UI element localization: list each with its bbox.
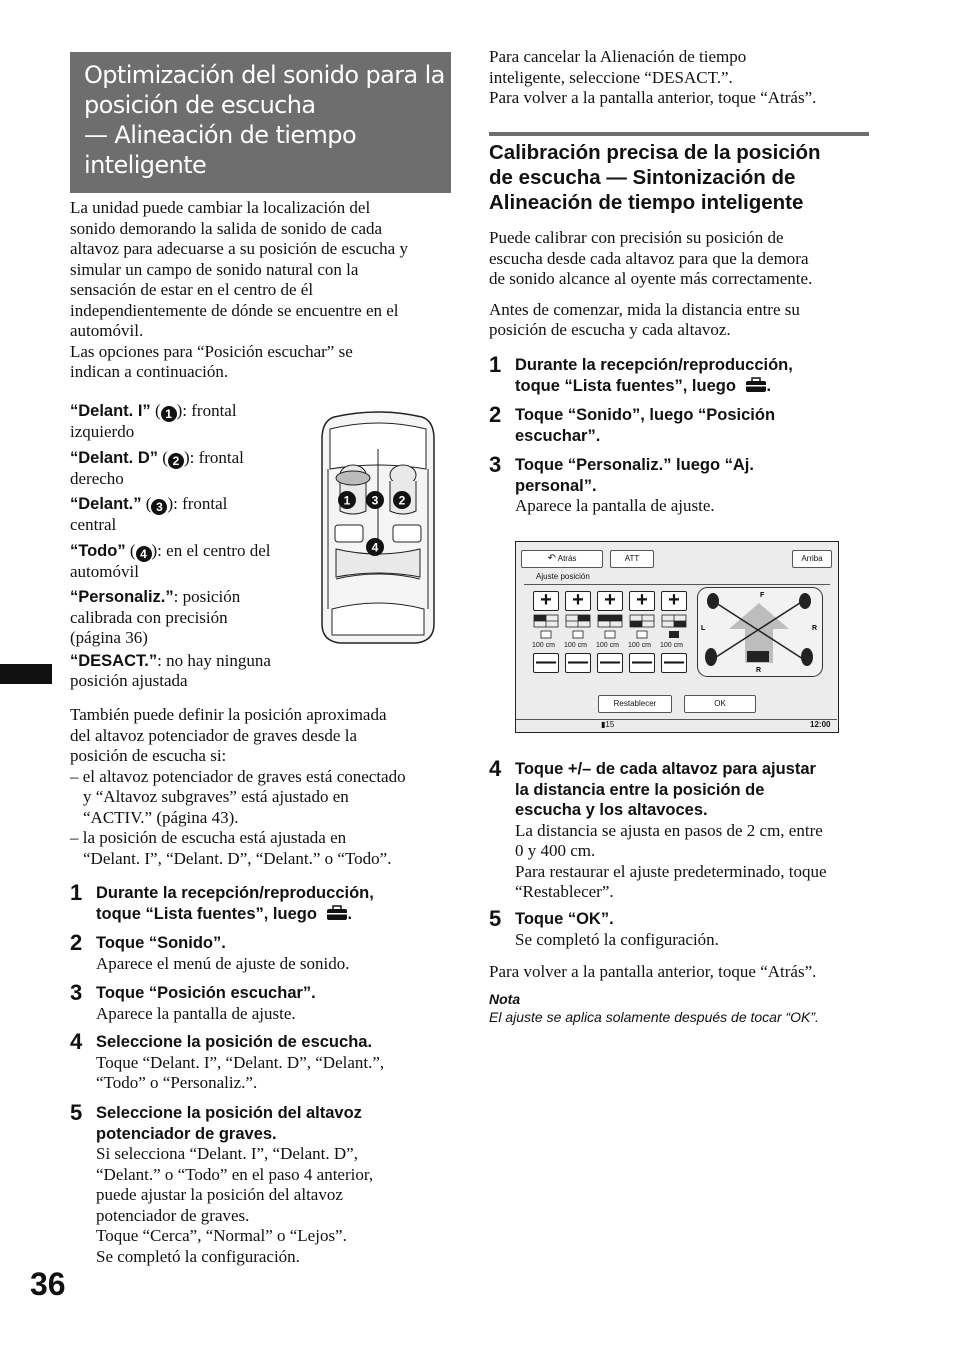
map-label-right: R: [812, 625, 818, 632]
circle-number: 1: [161, 406, 177, 422]
heading-line: Alineación de tiempo inteligente: [489, 191, 804, 214]
status-divider: [516, 719, 837, 720]
text-line: simular un campo de sonido natural con la: [70, 259, 359, 279]
option-label: “Delant. D”: [70, 448, 159, 467]
option-desc: : no hay ninguna: [157, 650, 271, 670]
step-title: Toque “Personaliz.” luego “Aj.: [515, 456, 754, 474]
marker-label: 3: [371, 493, 379, 508]
marker-label: 1: [343, 493, 351, 508]
dash-item: [70, 767, 450, 829]
volume-value: 15: [605, 720, 615, 729]
page-title: [84, 60, 446, 180]
distance-value: 100 cm: [532, 642, 555, 649]
circle-number: 4: [136, 546, 152, 562]
option-desc: derecho: [70, 468, 124, 488]
step-body: Aparece la pantalla de ajuste.: [515, 496, 715, 515]
intro-paragraph: [70, 198, 450, 383]
reset-button[interactable]: Restablecer: [598, 695, 672, 713]
step-number: 1: [489, 352, 502, 377]
step-body: “Restablecer”.: [515, 882, 614, 901]
step-title: personal”.: [515, 476, 597, 495]
text-line: Antes de comenzar, mida la distancia entre su: [489, 299, 800, 319]
marker-label: 2: [398, 493, 406, 508]
subwoofer-paragraph: [70, 705, 450, 869]
text-line: La unidad puede cambiar la localización del: [70, 198, 371, 217]
text-line: y “Altavoz subgraves” está ajustado en: [83, 787, 349, 806]
back-label: Atrás: [557, 554, 577, 563]
option-label: “Delant.”: [70, 495, 142, 513]
option-personaliz: [70, 587, 310, 649]
back-arrow-icon: ↶: [547, 553, 556, 564]
map-label-front: F: [760, 592, 765, 599]
section-rule: [489, 132, 869, 136]
option-desc: ): frontal: [167, 494, 228, 513]
step-1: 1 Durante la recepción/reproducción, toque “Lista fuentes”, luego .: [70, 880, 374, 923]
left-steps: [70, 882, 460, 1272]
map-label-left: L: [701, 625, 706, 632]
step-4: [70, 1031, 460, 1102]
title-line: Optimización del sonido para la: [84, 61, 445, 89]
title-line: posición de escucha: [84, 91, 316, 119]
step-body: Si selecciona “Delant. I”, “Delant. D”,: [96, 1144, 358, 1163]
option-delant: “Delant.” ( 3 ): frontal central: [70, 494, 310, 536]
minus-button[interactable]: —: [661, 653, 687, 673]
step-5: [489, 908, 879, 958]
step-title: toque “Lista fuentes”, luego: [96, 904, 317, 923]
title-line: — Alineación de tiempo: [84, 121, 357, 149]
page-number: 36: [30, 1266, 66, 1302]
option-desc: ): frontal: [176, 401, 237, 420]
option-desact: [70, 651, 310, 692]
ok-button[interactable]: OK: [684, 695, 756, 713]
step-body: Aparece la pantalla de ajuste.: [96, 1003, 296, 1023]
step-body: Toque “Delant. I”, “Delant. D”, “Delant.”,: [96, 1052, 385, 1072]
return-text: Para volver a la pantalla anterior, toque “Atrás”.: [489, 962, 817, 981]
volume-icon: ▮: [601, 720, 606, 729]
position-adjust-screen: [515, 541, 839, 733]
step-title: Durante la recepción/reproducción,: [515, 356, 793, 374]
plus-button[interactable]: +: [565, 591, 591, 611]
note-text: El ajuste se aplica solamente después de tocar “OK”.: [489, 1009, 819, 1025]
plus-button[interactable]: +: [629, 591, 655, 611]
step-number: 5: [70, 1100, 83, 1125]
text-line: Las opciones para “Posición escuchar” se: [70, 341, 353, 361]
option-label: “Todo”: [70, 541, 126, 560]
text-line: automóvil.: [70, 321, 144, 340]
step-body: Para restaurar el ajuste predeterminado, toque: [515, 861, 827, 881]
options-list: [70, 401, 310, 692]
step-title: Durante la recepción/reproducción,: [96, 884, 374, 902]
step-body: Se completó la configuración.: [96, 1246, 300, 1266]
minus-button[interactable]: —: [565, 653, 591, 673]
text-line: escucha desde cada altavoz para que la demora: [489, 248, 809, 268]
minus-button[interactable]: —: [597, 653, 623, 673]
calibration-intro: [489, 228, 879, 341]
option-desc: posición ajustada: [70, 671, 188, 690]
step-number: 5: [489, 906, 502, 931]
title-line: inteligente: [84, 151, 207, 179]
dash-item: [70, 828, 450, 869]
text-line: Para cancelar la Alienación de tiempo: [489, 47, 747, 66]
minus-button[interactable]: —: [629, 653, 655, 673]
option-desc: (página 36): [70, 628, 148, 647]
minus-button[interactable]: —: [533, 653, 559, 673]
step-4: [489, 758, 879, 908]
step-title: toque “Lista fuentes”, luego: [515, 376, 736, 395]
text-line: posición de escucha si:: [70, 746, 227, 765]
text-line: “Delant. I”, “Delant. D”, “Delant.” o “Todo”.: [83, 848, 392, 868]
step-body: La distancia se ajusta en pasos de 2 cm, entre: [515, 820, 823, 840]
clock: 12:00: [810, 720, 831, 729]
step-body: Aparece el menú de ajuste de sonido.: [96, 953, 350, 973]
step-body: “Todo” o “Personaliz.”.: [96, 1073, 258, 1092]
text-line: Puede calibrar con precisión su posición de: [489, 228, 784, 247]
text-line: – la posición de escucha está ajustada en: [70, 828, 347, 847]
speaker-selector-icons: [533, 614, 693, 640]
step-3: [70, 982, 460, 1031]
option-desc: : posición: [173, 587, 241, 606]
step-title: Seleccione la posición de escucha.: [96, 1033, 373, 1051]
step-title: Toque +/– de cada altavoz para ajustar: [515, 760, 816, 778]
up-button[interactable]: Arriba: [792, 550, 832, 568]
car-seat-diagram: [316, 409, 440, 647]
step-body: Toque “Cerca”, “Normal” o “Lejos”.: [96, 1226, 347, 1245]
step-3: [489, 454, 879, 524]
step-body: 0 y 400 cm.: [515, 841, 596, 860]
subwoofer-icon: [747, 651, 769, 662]
option-desc: calibrada con precisión: [70, 607, 228, 627]
section-tab-marker: [0, 664, 52, 684]
speaker-rear-right-icon: [801, 648, 813, 666]
text-line: – el altavoz potenciador de graves está conectado: [70, 766, 406, 786]
step-number: 2: [70, 930, 83, 955]
text-line: “ACTIV.” (página 43).: [83, 807, 239, 827]
option-delant-d: “Delant. D” ( 2 ): frontal derecho: [70, 448, 310, 490]
step-title: escucha y los altavoces.: [515, 801, 708, 819]
toolbox-icon: [745, 377, 767, 393]
text-line: También puede definir la posición aproximada: [70, 705, 387, 724]
text-line: inteligente, seleccione “DESACT.”.: [489, 67, 733, 87]
speaker-rear-left-icon: [705, 648, 717, 666]
step-body: Se completó la configuración.: [515, 929, 719, 949]
text-line: de sonido alcance al oyente más correctamente.: [489, 269, 813, 288]
distance-value: 100 cm: [660, 642, 683, 649]
plus-button[interactable]: +: [597, 591, 623, 611]
att-button[interactable]: ATT: [610, 550, 654, 568]
step-body: puede ajustar la posición del altavoz: [96, 1185, 343, 1204]
divider: [524, 584, 830, 585]
speaker-front-left-icon: [707, 593, 719, 609]
step-number: 1: [70, 880, 83, 905]
text-line: posición de escucha y cada altavoz.: [489, 320, 731, 339]
option-desc: central: [70, 515, 117, 534]
text-line: sonido demorando la salida de sonido de cada: [70, 218, 383, 238]
option-desc: automóvil: [70, 561, 139, 581]
option-todo: “Todo” ( 4 ): en el centro del automóvil: [70, 541, 310, 583]
right-steps-a: [489, 354, 879, 524]
section-label: Ajuste posición: [536, 572, 590, 581]
text-line: altavoz para adecuarse a su posición de escucha y: [70, 239, 408, 258]
plus-button[interactable]: +: [533, 591, 559, 611]
distance-value: 100 cm: [596, 642, 619, 649]
speaker-front-right-icon: [799, 593, 811, 609]
plus-button[interactable]: +: [661, 591, 687, 611]
step-title: escuchar”.: [515, 426, 601, 445]
map-label-rear: R: [756, 667, 762, 674]
cancel-paragraph: [489, 47, 879, 109]
step-number: 3: [70, 980, 83, 1005]
distance-value: 100 cm: [564, 642, 587, 649]
speaker-map: [697, 587, 823, 677]
step-title: potenciador de graves.: [96, 1124, 277, 1143]
heading-line: de escucha — Sintonización de: [489, 166, 796, 189]
text-line: Para volver a la pantalla anterior, toque “Atrás”.: [489, 88, 817, 107]
heading-line: Calibración precisa de la posición: [489, 141, 821, 164]
toolbox-icon: [326, 905, 348, 921]
option-label: “Personaliz.”: [70, 588, 174, 606]
volume-indicator: [601, 720, 614, 729]
step-number: 3: [489, 452, 502, 477]
note-title: Nota: [489, 991, 521, 1007]
option-delant-i: “Delant. I” ( 1 ): frontal izquierdo: [70, 401, 310, 443]
step-2: [489, 404, 879, 454]
step-number: 2: [489, 402, 502, 427]
step-title: Seleccione la posición del altavoz: [96, 1104, 362, 1122]
step-number: 4: [489, 756, 502, 781]
text-line: sensación de estar en el centro de él: [70, 280, 314, 299]
option-desc: ): frontal: [183, 447, 244, 467]
option-desc: izquierdo: [70, 422, 135, 441]
circle-number: 2: [168, 453, 184, 469]
step-title: Toque “Sonido”.: [96, 934, 226, 952]
step-1: 1 Durante la recepción/reproducción, toque “Lista fuentes”, luego .: [489, 352, 793, 395]
option-label: “Delant. I”: [70, 402, 151, 420]
step-body: potenciador de graves.: [96, 1205, 250, 1225]
back-button[interactable]: [521, 550, 603, 568]
step-title: Toque “Sonido”, luego “Posición: [515, 406, 776, 424]
step-title: Toque “Posición escuchar”.: [96, 984, 316, 1002]
text-line: indican a continuación.: [70, 362, 229, 381]
circle-number: 3: [151, 499, 167, 515]
step-2: [70, 932, 460, 982]
distance-value: 100 cm: [628, 642, 651, 649]
section-heading: [489, 140, 879, 215]
step-title: Toque “OK”.: [515, 910, 614, 928]
step-number: 4: [70, 1029, 83, 1054]
text-line: independientemente de dónde se encuentre en el: [70, 300, 399, 320]
marker-label: 4: [371, 540, 379, 555]
step-body: “Delant.” o “Todo” en el paso 4 anterior,: [96, 1164, 374, 1184]
step-5: [70, 1102, 460, 1272]
option-desc: ): en el centro del: [151, 540, 271, 560]
text-line: del altavoz potenciador de graves desde la: [70, 725, 357, 745]
right-steps-b: [489, 758, 879, 958]
option-label: “DESACT.”: [70, 651, 158, 670]
step-title: la distancia entre la posición de: [515, 780, 765, 799]
